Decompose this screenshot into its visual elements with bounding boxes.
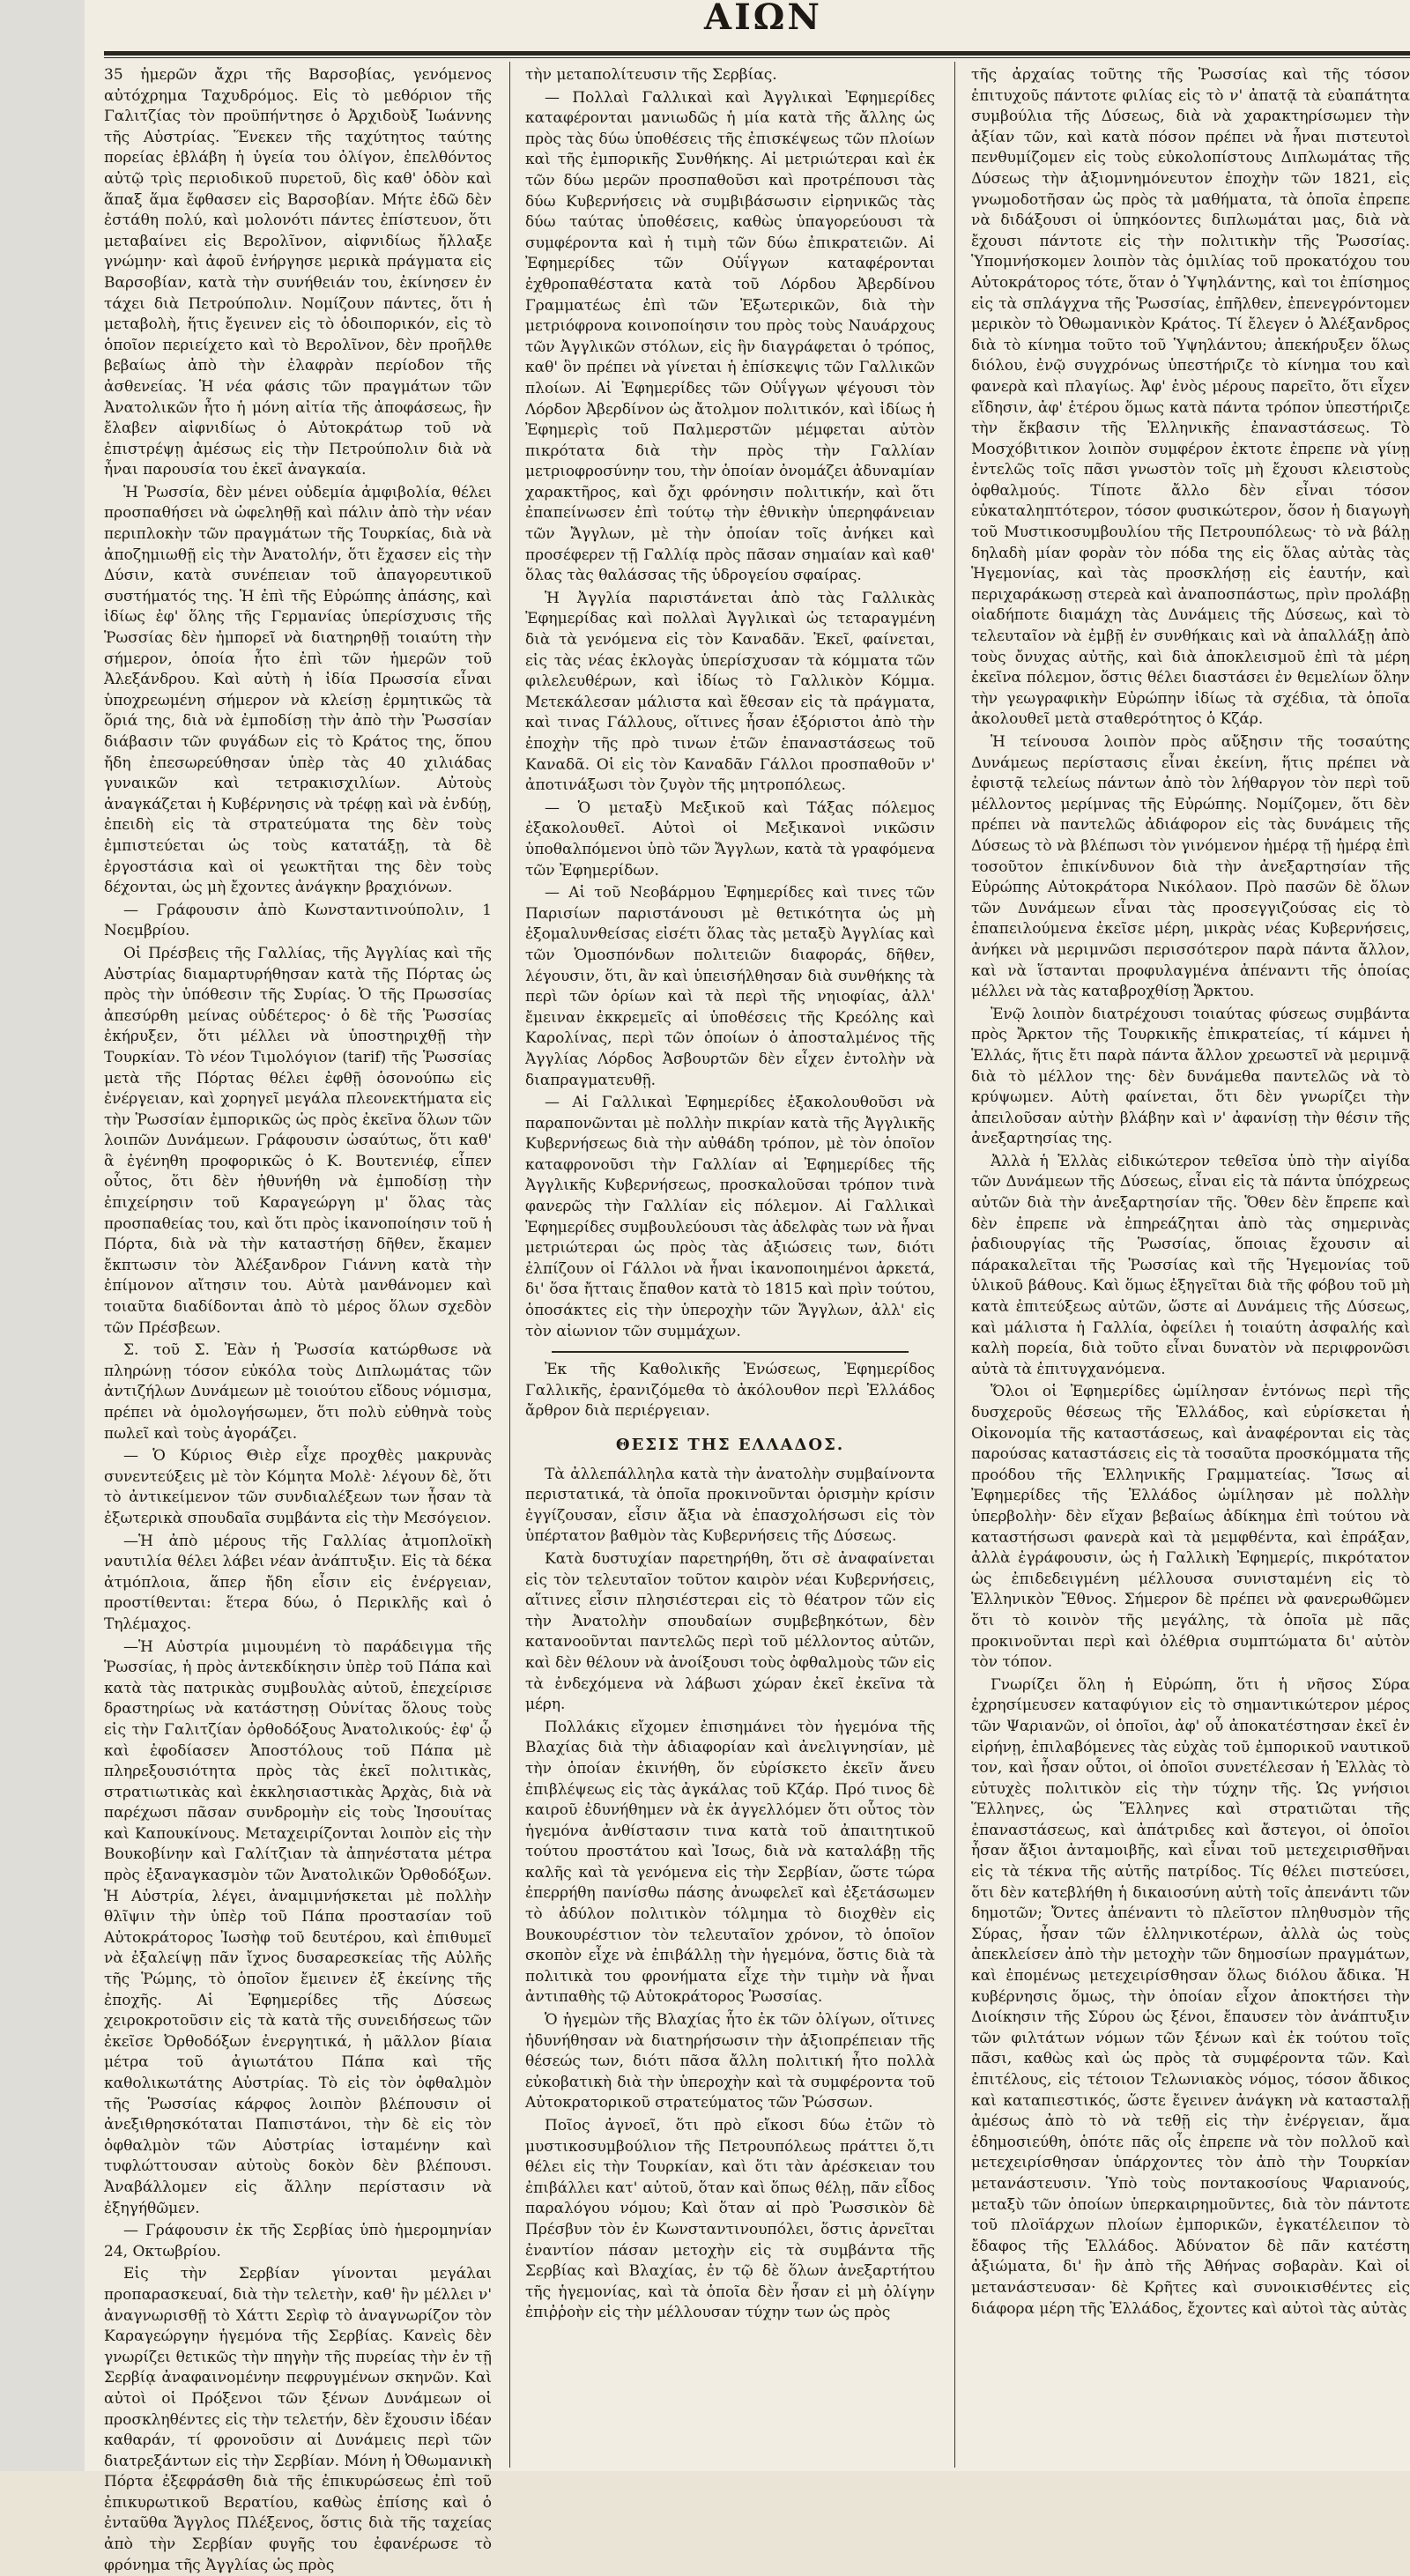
paragraph: Γνωρίζει ὅλη ἡ Εὐρώπη, ὅτι ἡ νῆσος Σύρα ἐχρησίμευσεν καταφύγιον εἰς τὸ σημαντικώτερον μέρος τῶν Ψαριανῶν, οἱ ὁποῖοι, ἀφ' οὗ ἀποκατέστησαν ἐκεῖ ἐν εἰρήνῃ, ἐπιλαβόμενες τὰς εὐχὰς τοῦ ἐμπορικοῦ ναυτικοῦ τον, καὶ ἦσαν οὗτοι, οἱ ὁποῖοι συνετέλεσαν ἡ Ἑλλὰς τὸ εὐτυχὲς πολιτικὸν εἰς τὴν τύχην τῆς. Ὡς γνήσιοι Ἕλληνες, ὡς Ἕλληνες καὶ στρατιῶται τῆς ἐπαναστάσεως, καὶ ἀπάτριδες καὶ ἄστεγοι, οἱ ὁποῖοι ἦσαν ἄξιοι ἀνταμοιβῆς, καὶ εἶναι τοῦ μετεχειρισθῆναι εἰς τὰ τέκνα τῆς αὐτῆς πατρίδος. Τίς θέλει πιστεύσει, ὅτι δὲν κατεβλήθη ἡ δικαιοσύνη αὐτὴ τοῖς ἀπενάντι τῶν δημοτῶν; Ὄντες ἀπέναντι τὸ πλεῖστον πληθυσμὸν τῆς Σύρας, ἦσαν τῶν ἑλληνικοτέρων, ἀλλὰ ὡς τοὺς ἀπεκλείσεν ἀπὸ τὴν μετοχὴν τῶν δημοσίων πραγμάτων, καὶ ἐπομένως μετεχειρίσθησαν ὅλως διόλου ἄδικα. Ἡ κυβέρνησις ὅμως, τὴν ὁποίαν εἶχον ἀποκτήσει τὴν Διοίκησιν τῆς Σύρου ὡς ξένοι, ἔπαυσεν τὸν ἀνάπτυξιν τῶν φιλτάτων νόμων τῶν ξένων καὶ ἐκ τούτου τοῖς πᾶσι, καθὼς καὶ ὡς πρὸς τὰ συμφέροντα τῶν. Καὶ ἐπιτέλους, εἰς τέτοιον Τελωνιακὸς νόμος, τόσον ἄδικος καὶ καταπιεστικός, ὥστε ἔγεινεν ἀνάγκη νὰ κατασταλῇ ἀμέσως ἀπὸ τὸ νὰ τεθῇ εἰς τὴν ἐνέργειαν, ἅμα ἐδημοσιεύθη, ὁπότε πᾶς οἷς ἐπρεπε νὰ τὸν πολλοῦ καὶ μετεχειρίσθησαν ὑπάρχοντες τὸν ἀπὸ τὴν Τουρκίαν μετανάστευσιν. Ὑπὸ τοὺς ποντακοσίους Ψαριανούς, μεταξὺ τῶν ὁποίων ὑπερκαιρημοῦντες, διὰ τὸν πάντοτε τοῦ πλοϊάρχων πλοίων ἐμπορικῶν, ἐγκατέλειπον τὸ ἔδαφος τῆς Ἑλλάδος. Ἀδύνατον δὲ πᾶν κατέστη ἀξιώματα, δι' ἣν ἀπὸ τῆς Ἀθήνας σοβαρὰν. Καὶ οἱ μετανάστευσαν· δὲ Κρῆτες καὶ συνοικισθέντες εἰς διάφορα μέρη τῆς Ἑλλάδος, ἔχοντες καὶ αὐτοὶ τὰς αὐτὰς bbox=[971, 1675, 1410, 2318]
paragraph: Ἡ Ῥωσσία, δὲν μένει οὐδεμία ἀμφιβολία, θέλει προσπαθήσει νὰ ὠφεληθῇ καὶ πάλιν ἀπὸ τὴν νέαν περιπλοκὴν τῶν πραγμάτων τῆς Τουρκίας, διὰ νὰ ἀποζημιωθῇ εἰς τὴν Ἀνατολήν, ὅτι ἔχασεν εἰς τὴν Δύσιν, κατὰ συνέπειαν τοῦ ἀπαγορευτικοῦ συστήματός της. Ἡ ἐπὶ τῆς Εὐρώπης ἀπάσης, καὶ ἰδίως ἐφ' ὅλης τῆς Γερμανίας ὑπερίσχυσις τῆς Ῥωσσίας δὲν ἠμπορεῖ νὰ διατηρηθῇ τοιαύτη τὴν σήμερον, ὁποία ἦτο ἐπὶ τῶν ἡμερῶν τοῦ Ἀλεξάνδρου. Καὶ αὐτὴ ἡ ἰδία Πρωσσία εἶναι ὑποχρεωμένη σήμερον νὰ κλείσῃ ἐρμητικῶς τὰ ὅριά της, διὰ νὰ ἐμποδίσῃ τὴν ἀπὸ τὴν Ῥωσσίαν διάβασιν τῶν φυγάδων εἰς τὸ Κράτος της, ὅπου ἤδη ἐπεσωρεύθησαν ὑπὲρ τὰς 40 χιλιάδας γυναικῶν καὶ τετρακισχιλίων. Αὐτοὺς ἀναγκάζεται ἡ Κυβέρνησις νὰ τρέφῃ καὶ νὰ ἐνδύῃ, ἐπειδὴ εἰς τὰ στρατεύματα της δὲν τοὺς ἐμπιστεύεται ὡς τοὺς κατατάξῃ, τὰ δὲ ἐργοστάσια καὶ οἱ γεωκτῆται της δὲν τοὺς δέχονται, ὡς μὴ ἔχοντες ἀνάγκην βραχιόνων. bbox=[104, 483, 492, 897]
column-middle bbox=[525, 65, 935, 2462]
column-left bbox=[104, 65, 492, 2574]
paragraph: Ἀλλὰ ἡ Ἑλλὰς εἰδικώτερον τεθεῖσα ὑπὸ τὴν αἰγίδα τῶν Δυνάμεων τῆς Δύσεως, εἶναι εἰς τὰ πάντα ὑπόχρεως αὐτῶν διὰ τὴν ἀνεξαρτησίαν τῆς. Ὅθεν δὲν ἔπρεπε καὶ δὲν ἐπρεπε νὰ ἐπηρεάζηται ἀπὸ τὰς σημερινὰς ῥαδιουργίας τῆς Ῥωσσίας, ὅποιας ἔχουσιν αἱ πάρακαλεῖται τῆς Ῥωσσίας καὶ τῆς Ἡγεμονίας τοῦ ὑλικοῦ βάθους. Καὶ ὅμως ἐξηγεῖται διὰ τῆς φόβου τοῦ μὴ κατὰ ἐπιτεύξεως αὐτῶν, ὥστε αἱ Δυνάμεις τῆς Δύσεως, καὶ μάλιστα ἡ Γαλλία, ὀφείλει ἡ τοιαύτη ἀσφαλής καὶ καλὴ πορεία, διὰ τοῦτο εἶναι δυνατὸν νὰ περιφρονῶσι αὐτὰ τὰ ἐπιτυγχανόμενα. bbox=[971, 1152, 1410, 1378]
paragraph: Ἐνῷ λοιπὸν διατρέχουσι τοιαύτας φύσεως συμβάντα πρὸς Ἄρκτον τῆς Τουρκικῆς ἐπικρατείας, τί κάμνει ἡ Ἑλλάς, ἥτις ἔτι παρὰ πάντα ἄλλον χρεωστεῖ νὰ μεριμνᾷ διὰ τὸ μέλλον της· δὲν δυνάμεθα παντελῶς νὰ τὸ κρύψωμεν. Αὐτὴ φαίνεται, ὅτι δὲν γνωρίζει τὴν ἀπειλοῦσαν αὐτὴν βλάβην καὶ ν' ἀφανίσῃ τὴν θέσιν τῆς ἀνεξαρτησίας της. bbox=[971, 1005, 1410, 1148]
page-margin bbox=[0, 0, 85, 2471]
masthead bbox=[85, 0, 1410, 39]
paragraph: τὴν μεταπολίτευσιν τῆς Σερβίας. bbox=[525, 66, 777, 84]
paragraph: — Ὁ Κύριος Θιὲρ εἶχε προχθὲς μακρυνὰς συνεντεύξεις μὲ τὸν Κόμητα Μολὲ· λέγουν δὲ, ὅτι τὸ ἀντικείμενον τῶν συνδιαλέξεων των ἦσαν τὰ ἐξωτερικὰ σπουδαῖα συμβάντα εἰς τὴν Μεσόγειον. bbox=[104, 1447, 492, 1527]
paragraph: Ποῖος ἀγνοεῖ, ὅτι πρὸ εἴκοσι δύω ἐτῶν τὸ μυστικοσυμβούλιον τῆς Πετρουπόλεως πράττει ὅ,τι θέλει εἰς τὴν Τουρκίαν, καὶ ὅτι τὰν ἀρέσκειαν του ἐπιβάλλει κατ' αὐτοῦ, ὅταν καὶ ὅπως θέλῃ, πᾶν εἶδος παραλόγου νόμου; Καὶ ὅταν αἱ πρὸ Ῥωσσικὸν δὲ Πρέσβυν τὸν ἐν Κωνσταντινουπόλει, ὅστις ἀρνεῖται ἐναντίον πάσαν μετοχὴν εἰς τὰ συμβάντα τῆς Σερβίας καὶ Βλαχίας, ἐν τῷ δὲ ὅλων ἀνεξαρτήτου τῆς ἡγεμονίας, καὶ τὰ ὁποῖα δὲν ἦσαν εἰ μὴ ὀλίγην ἐπιῤῥοὴν εἰς τὴν μέλλουσαν τύχην των ὡς πρὸς bbox=[525, 2117, 935, 2322]
paragraph: —Ἡ ἀπὸ μέρους τῆς Γαλλίας ἀτμοπλοϊκὴ ναυτιλία θέλει λάβει νέαν ἀνάπτυξιν. Εἰς τὰ δέκα ἀτμόπλοια, ἅπερ ἤδη εἶσιν εἰς ἐνέργειαν, προστίθενται: ἕτερα δύω, ὁ Περικλῆς καὶ ὁ Τηλέμαχος. bbox=[104, 1532, 492, 1633]
paragraph: Ὅλοι οἱ Ἐφημερίδες ὡμίλησαν ἐντόνως περὶ τῆς δυσχεροῦς θέσεως τῆς Ἑλλάδος, καὶ εὑρίσκεται ἡ Οἰκονομία τῆς καταστάσεως, καὶ ἀναφέρονται εἰς τὰς παρούσας καταστάσεις εἰς τὰ τοσαῦτα προσκόμματα τῆς προόδου τῆς Ἑλληνικῆς Γραμματείας. Ἴσως αἱ Ἐφημερίδες τῆς Ἑλλάδος ὡμίλησαν μὲ πολλὴν ὑπερβολὴν· δὲν εἴχαν βεβαίως ἀδίκημα ἐπὶ τούτου νὰ καταστήσωσι φανερὰ καὶ τὰ μεμφθέντα, καὶ ἐπράξαν, ἀλλὰ ἐγράφουσιν, ὡς ἡ Γαλλικὴ Ἐφημερίς, πικρότατον ὡς ἐπιδεδειγμένη μέλλουσα συνισταμένη εἰς τὸ Ἑλληνικὸν Ἔθνος. Σήμερον δὲ πρέπει νὰ φανερωθῶμεν ὅτι τὸ κοινὸν τῆς μεγάλης, τὰ ὁποῖα μὲ πᾶς προκινοῦνται περὶ καὶ ὀλέθρια συμπτώματα δι' αὐτὸν τὸν τόπον. bbox=[971, 1383, 1410, 1672]
paragraph: Εἰς τὴν Σερβίαν γίνονται μεγάλαι προπαρασκευαί, διὰ τὴν τελετὴν, καθ' ἣν μέλλει ν' ἀναγνωρισθῇ τὸ Χάττι Σερὶφ τὸ ἀναγνωρίζον τὸν Καραγεώργην ἡγεμόνα τῆς Σερβίας. Κανεὶς δὲν γνωρίζει θετικῶς τὴν πηγὴν τῆς πυρείας τὴν ἐν τῇ Σερβίᾳ ἀναφαινομένην πεφρυγμένων σκηνῶν. Καὶ αὐτοὶ οἱ Πρόξενοι τῶν ξένων Δυνάμεων οἱ προσκληθέντες εἰς τὴν τελετήν, δὲν ἔχουσιν ἰδέαν καθαράν, τί φρονοῦσιν αἱ Δυνάμεις περὶ τῶν διατρεξάντων εἰς τὴν Σερβίαν. Μόνη ἡ Ὀθωμανικὴ Πόρτα ἐξεφράσθη διὰ τῆς ἐπικυρώσεως ἐπὶ τοῦ ἐπικυρωτικοῦ Βερατίου, καθὼς ἐπίσης καὶ ὁ ἐνταῦθα Ἄγγλος Πλέξενος, ὅστις διὰ τῆς ταχείας ἀπὸ τὴν Σερβίαν φυγῆς του ἐφανέρωσε τὸ φρόνημα τῆς Ἀγγλίας ὡς πρὸς bbox=[104, 2265, 492, 2574]
paragraph: — Ὁ μεταξὺ Μεξικοῦ καὶ Τάξας πόλεμος ἐξακολουθεῖ. Αὐτοὶ οἱ Μεξικανοὶ νικῶσιν ὑποθαλπόμενοι ὑπὸ τῶν Ἄγγλων, κατὰ τὰ γραφόμενα τῶν Ἐφημερίδων. bbox=[525, 798, 935, 880]
dateline: — Γράφουσιν ἐκ τῆς Σερβίας ὑπὸ ἡμερομηνίαν 24, Οκτωβρίου. bbox=[104, 2222, 492, 2260]
paragraph: Οἱ Πρέσβεις τῆς Γαλλίας, τῆς Ἀγγλίας καὶ τῆς Αὐστρίας διαμαρτυρήθησαν κατὰ τῆς Πόρτας ὡς πρὸς τὴν ὑπόθεσιν τῆς Συρίας. Ὁ τῆς Πρωσσίας ἀπεσύρθη μείνας οὐδέτερος· ὁ δὲ τῆς Ῥωσσίας ἐκήρυξεν, ὅτι μέλλει νὰ ὑποστηριχθῇ τὴν Τουρκίαν. Τὸ νέον Τιμολόγιον (tarif) τῆς Ῥωσσίας μετὰ τῆς Πόρτας θέλει ἐφθῇ ὁσονούπω εἰς ἐνέργειαν, καὶ χορηγεῖ μεγάλα πλεονεκτήματα εἰς τὴν Ῥωσσίαν ἐμπορικῶς ὡς πρὸς ἐκεῖνα ὅλων τῶν λοιπῶν Δυνάμεων. Γράφουσιν ὡσαύτως, ὅτι καθ' ἃ ἐγένηθη προφορικῶς ὁ Κ. Βουτενιέφ, εἶπεν οὗτος, ὅτι δὲν ἠθυνήθη νὰ ἐμποδίσῃ τὴν ἐπιχείρησιν τοῦ Καραγεώργη μ' ὅλας τὰς προσπαθείας του, καὶ ὅτι πρὸς ἱκανοποίησιν τοῦ ἡ Πόρτα, διὰ νὰ τὴν καταστήσῃ δῆθεν, ἔκαμεν ἔκπτωσιν τὸν Ἀλέξανδρον Γιάννη κατὰ τὴν ἐπίμονον αἴτησιν του. Αὐτὰ μανθάνομεν καὶ τοιαῦτα διαδίδονται ἀπὸ τὸ μέρος ὅλων σχεδὸν τῶν Πρέσβεων. bbox=[104, 944, 492, 1337]
dateline: — Γράφουσιν ἀπὸ Κωνσταντινούπολιν, 1 Νοεμβρίου. bbox=[104, 901, 492, 940]
paragraph: 35 ἡμερῶν ἄχρι τῆς Βαρσοβίας, γενόμενος αὐτόχρημα Ταχυδρόμος. Εἰς τὸ μεθόριον τῆς Γαλιτζίας τὸν προϋπήντησε ὁ Ἀρχιδοὺξ Ἰωάννης τῆς Αὐστρίας. Ἕνεκεν τῆς ταχύτητος ταύτης πορείας ἐβλάβη ἡ ὑγεία του ὀλίγον, ἐπελθόντος αὐτῷ τρὶς περιοδικοῦ πυρετοῦ, δὶς καθ' ὁδὸν καὶ ἅπαξ ἅμα ἔφθασεν εἰς Βαρσοβίαν. Μήτε ἐδῶ δὲν ἐστάθη πολύ, καὶ μολονότι πάντες ἐπίστευον, ὅτι μεταβαίνει εἰς Βερολῖνον, αἰφνιδίως ἤλλαξε γνώμην· καὶ ἀφοῦ ἐνήργησε μερικὰ πράγματα εἰς Βαρσοβίαν, κατὰ τὴν συνήθειάν του, ἐκίνησεν ἐν τάχει διὰ Πετρούπολιν. Νομίζουν πάντες, ὅτι ἡ μεταβολὴ, ἥτις ἔγεινεν εἰς τὸ ὁδοιπορικόν, εἰς τὸ ὁποῖον περιείχετο καὶ τὸ Βερολῖνον, δὲν προῆλθε βεβαίως ἀπὸ τὴν ἐλαφρὰν περίοδον τῆς ἀσθενείας. Ἡ νέα φάσις τῶν πραγμάτων τῶν Ἀνατολικῶν ἦτο ἡ μόνη αἰτία τῆς ἀποφάσεως, ἣν ἔλαβεν αἰφνιδίως ὁ Αὐτοκράτωρ τοῦ νὰ ἐπιστρέψῃ ἀμέσως εἰς τὴν Πετρούπολιν διὰ νὰ ἦναι παρουσία του ἐκεῖ ἀναγκαία. bbox=[104, 66, 492, 479]
column-right bbox=[971, 65, 1410, 2462]
paragraph: Κατὰ δυστυχίαν παρετηρήθη, ὅτι σὲ ἀναφαίνεται εἰς τὸν τελευταῖον τοῦτον καιρὸν νέαι Κυβερνήσεις, αἵτινες εἶσιν πλησιέστεραι εἰς τὸ θέατρον τῶν εἰς τὴν Ἀνατολὴν σπουδαίων συμβεβηκότων, δὲν κατανοοῦνται παντελῶς περὶ τοῦ μέλλοντος αὐτῶν, καὶ δὲν θέλουν νὰ ἀνοίξουσι τοὺς ὀφθαλμοὺς τῶν εἰς τὰ ἐνδεχόμενα νὰ λάβωσι χώραν ἐκεῖ ἐκεῖνα τὰ μέρη. bbox=[525, 1549, 936, 1714]
paragraph: — Αἱ Γαλλικαὶ Ἐφημερίδες ἐξακολουθοῦσι νὰ παραπονῶνται μὲ πολλὴν πικρίαν κατὰ τῆς Ἀγγλικῆς Κυβερνήσεως διὰ τὴν αὐθάδη τρόπον, μὲ τὸν ὁποῖον καταφρονοῦσι τὴν Γαλλίαν αἱ Ἐφημερίδες τῆς Ἀγγλικῆς Κυβερνήσεως, προσκαλοῦσαι τρόπον τινὰ φανερῶς τὴν Γαλλίαν εἰς πόλεμον. Αἱ Γαλλικαὶ Ἐφημερίδες συμβουλεύουσι τὰς ἀδελφὰς των νὰ ἦναι μετριώτεραι ὡς πρὸς τὰς ἀξιώσεις των, διότι ἐλπίζουν οἱ Γάλλοι νὰ ἦναι ἱκανοποιημένοι ἀρκετά, δι' ὅσα ἤτταις ἔπαθον κατὰ τὸ 1815 καὶ πρὶν τούτου, ὁποσάκτες εἰς τὴν ὑπεροχὴν τῶν Ἄγγλων, ἀλλ' εἰς τὸν αἰωνιον τῶν συμμάχων. bbox=[525, 1094, 935, 1340]
paragraph: Πολλάκις εἴχομεν ἐπισημάνει τὸν ἡγεμόνα τῆς Βλαχίας διὰ τὴν ἀδιαφορίαν καὶ ἀνελιγνησίαν, μὲ τὴν ὁποίαν ἐκινήθη, ὅν εὑρίσκετο ἐκεῖν ἄνευ ἐπιβλέψεως εἰς τὰς ἀγκάλας τοῦ Κζάρ. Πρό τινος δὲ καιροῦ ἐδυνήθημεν νὰ ἐκ ἀγγελλόμεν ὅτι οὗτος τὸν ἡγεμόνα ἀνθίστασιν τινα κατὰ τοῦ ἀπαιτητικοῦ τούτου προστάτου καὶ Ἰσως, διὰ νὰ καταλάβῃ τῆς καλῆς καὶ τὰ γενόμενα εἰς τὴν Σερβίαν, ὥστε τώρα ἐπερρήθη πανίσθω πάσης ἀνωφελεῖ καὶ ἐξετάσωμεν τὸ ἀδύλον πολιτικὸν τόλμημα τὸ διοχθὲν εἰς Βουκουρέστιον τὸν τελευταῖον χρόνον, τὸ ὁποῖον σκοπὸν εἶχε νὰ ἐπιβάλλῃ τὴν ἡγεμόνα, ὅστις διὰ τὰ πολιτικὰ του φρονήματα εἶχε τὴν τιμὴν νὰ ἦναι ἀντιπαθὴς τῷ Αὐτοκράτορος Ῥωσσίας. bbox=[525, 1718, 935, 2007]
article-heading: ΘΕΣΙΣ ΤΗΣ ΕΛΛΑΔΟΣ. bbox=[615, 1436, 845, 1454]
paragraph: Ὁ ἡγεμὼν τῆς Βλαχίας ἦτο ἐκ τῶν ὀλίγων, οἵτινες ἠδυνήθησαν νὰ διατηρήσωσιν τὴν ἀξιοπρέπειαν τῆς θέσεώς των, διότι πᾶσα ἄλλη πολιτική ἦτο πολλὰ εὐκοβατικὴ διὰ τὴν ὑπεροχὴν καὶ τὰ συμφέροντα τοῦ Αὐτοκρατορικοῦ στρατεύματος τῶν Ῥώσσων. bbox=[525, 2011, 935, 2112]
newspaper-title: ΑΙΩΝ bbox=[704, 0, 822, 38]
header-rule bbox=[104, 51, 1410, 56]
paragraph: Ἡ τείνουσα λοιπὸν πρὸς αὔξησιν τῆς τοσαύτης Δυνάμεως περίστασις εἶναι ἐκείνη, ἥτις πρέπει νὰ ἐφιστᾷ τελείως πάντων ἀπὸ τὸν λήθαργον τὸν περὶ τοῦ μέλλοντος μερίμνας τῆς Εὐρώπης. Νομίζομεν, ὅτι δὲν πρέπει νὰ παντελῶς ἀδιάφορον εἰς τὰς δυνάμεις τῆς Δύσεως τὸ νὰ βλέπωσι τὸν γινόμενον ἡμέρᾳ τῇ ἡμέρᾳ ἐπὶ τοσοῦτον ἐπικίνδυνον διὰ τὴν ἀνεξαρτησίαν τῆς Εὐρώπης Αὐτοκράτορα Νικόλαον. Πρὸ πασῶν δὲ ὅλων τῶν Δυνάμεων εἶναι τὰς προσεγγιζούσας εἰς τὸ ἐπαπειλούμενα ἐκεῖσε μέρη, μικρὰς νέας Κυβερνήσεις, ἀνήκει νὰ μεριμνῶσι περισσότερον παρὰ πάντα ἄλλον, καὶ νὰ ἵστανται προφυλαγμένα ἀπέναντι τῆς ὁποίας μέλλει νὰ τὰς καταβροχθίσῃ Ἄρκτου. bbox=[971, 733, 1410, 1001]
header-rule-thin bbox=[104, 57, 1410, 58]
paragraph: —Ἡ Αὐστρία μιμουμένη τὸ παράδειγμα τῆς Ῥωσσίας, ἡ πρὸς ἀντεκδίκησιν ὑπὲρ τοῦ Πάπα καὶ κατὰ τὰς πατρικὰς συμβουλὰς αὐτοῦ, ἐπεχείρισε δραστηρίως νὰ κατάστησῃ Οὐνίτας ὅλους τοὺς εἰς τὴν Γαλιτζίαν ὀρθοδόξους Ἀνατολικούς· ἐφ' ᾧ καὶ ἐφοδίασεν Ἀποστόλους τοῦ Πάπα μὲ πληρεξουσιότητα πρὸς τὰς ἐκεῖ πολιτικὰς, στρατιωτικὰς καὶ ἐκκλησιαστικὰς Ἀρχὰς, διὰ νὰ παρέχωσι πᾶσαν συνδρομὴν εἰς τοὺς Ἰησουίτας καὶ Καπουκίνους. Μεταχειρίζονται λοιπὸν εἰς τὴν Βουκοβίνην καὶ Γαλίτζιαν τὰ ἀπηνέστατα μέτρα πρὸς ἐξαναγκασμὸν τῶν Ἀνατολικῶν Ὀρθοδόξων. Ἡ Αὐστρία, λέγει, ἀναμιμνήσκεται μὲ πολλὴν θλῖψιν τὴν ὑπὲρ τοῦ Πάπα προστασίαν τοῦ Αὐτοκράτορος Ἰωσὴφ τοῦ δευτέρου, καὶ ἐπιθυμεῖ νὰ ἐξαλείψῃ πᾶν ἴχνος δυσαρεσκείας τῆς Αὐλῆς τῆς Ῥώμης, τὸ ὁποῖον ἔμεινεν ἐξ ἐκείνης τῆς ἐποχῆς. Αἱ Ἐφημερίδες τῆς Δύσεως χειροκροτοῦσιν εἰς τὰ κατὰ τῆς συνειδήσεως τῶν ἐκεῖσε Ὀρθοδόξων ἐνεργητικά, ἡ μᾶλλον βίαια μέτρα τοῦ ἀγιωτάτου Πάπα καὶ τῆς καθολικωτάτης Αὐστρίας. Τὸ εἰς τὸν ὀφθαλμὸν τῆς Ῥωσσίας κάρφος λοιπὸν βλέπουσιν οἱ ἀνεξιθρησκόταται Παπιστάνοι, τὴν δὲ εἰς τὸν ὀφθαλμὸν τῶν Αὐστρίας ἰσταμένην καὶ τυφλώττουσαν αὐτοὺς δοκὸν δὲν βλέπουσι. Ἀναβάλλομεν εἰς ἄλλην περίστασιν νὰ ἐξηγήθῶμεν. bbox=[104, 1637, 492, 2217]
paragraph: Τὰ ἀλλεπάλληλα κατὰ τὴν ἀνατολὴν συμβαίνοντα περιστατικά, τὰ ὁποῖα προκινοῦνται ὁρισμὴν κρίσιν ἐγγίζουσαν, εἶσιν ἄξια νὰ ἐπασχολήσωσι εἰς τὸν ὑπέρτατον βαθμὸν τὰς Κυβερνήσεις τῆς Δύσεως. bbox=[525, 1465, 935, 1546]
paragraph: τῆς ἀρχαίας τοῦτης τῆς Ῥωσσίας καὶ τῆς τόσον ἐπιτυχοῦς πάντοτε φιλίας εἰς τὸ ν' ἀπατᾷ τὰ εὐαπάτητα συμβούλια τῆς Δύσεως, διὰ νὰ χαρακτηρίσωμεν τὴν ἀξίαν τῶν, καὶ κατὰ πόσον πρέπει νὰ ἦναι πιστευτοὶ πενθυμίζομεν εἰς τοὺς εὐκολοπίστους Διπλωμάτας τῆς Δύσεως τὴν ἀξιομνημόνευτον ἐποχὴν τῶν 1821, εἰς γνωμοδοτῆσαν ὡς πρὸς τὰ μαθήματα, τὰ ὁποῖα ἐπρεπε νὰ διδάξουσι οἱ ὑπηκόοντες διπλωμάται μας, διὰ νὰ ἔχουσι πάντοτε εἰς τὴν πολιτικὴν τῆς Ῥωσσίας. Ὑπομνήσκομεν λοιπὸν τὰς ὁμιλίας τοῦ προκατόχου του Αὐτοκράτορος τότε, ὅταν ὁ Ὑψηλάντης, καὶ τοι ἐπίσημος εἰς τὰ σπλάγχνα τῆς Ῥωσσίας, ἐπῆλθεν, ἐπενεγρόντομεν μερικὸν τὸ Ὀθωμανικὸν Κράτος. Τί ἔλεγεν ὁ Ἀλέξανδρος διὰ τὸ κίνημα τοῦτο τοῦ Ὑψηλάντου; ἀπεκήρυξεν ὅλως διόλου, ἐνῷ συγχρόνως ὑπεστήριζε τὸ κίνημα του καὶ φανερὰ καὶ πλαγίως. Ἀφ' ἑνὸς μέρους παρεῖτο, ὅτι εἶχεν εἴδησιν, ἀφ' ἑτέρου ὅμως κατὰ πάντα τρόπον ὑπεστήριζε τὴν ἔκβασιν τῆς Ἑλληνικῆς ἐπαναστάσεως. Τὸ Μοσχόβιτικον λοιπὸν συμφέρον ἐκτοτε ἐπρεπε νὰ γίνῃ ἐντελῶς τοῖς πᾶσι γνωστὸν τοῖς μὴ ἔχουσι κλειστοὺς ὀφθαλμούς. Τίποτε ἄλλο δὲν εἶναι τόσον εὐκαταληπτότερον, τόσον φυσικώτερον, ὅσον ἡ διαγωγὴ τοῦ Μυστικοσυμβουλίου τῆς Πετρουπόλεως· τὸ νὰ βάλῃ δηλαδὴ μίαν φορὰν τὸν πόδα της εἰς ὅλας αὐτὰς τὰς Ἡγεμονίας, καὶ τὰς προσκλήσῃ εἰς ἑαυτήν, καὶ περιχαράκωσῃ στερεὰ καὶ ἀναποσπάστως, πρὶν προλάβῃ οἰαδήποτε διαμάχη τὰς Δυνάμεις τῆς Δύσεως, καὶ τὸ τελευταῖον νὰ ἐμβῇ ἐν συνθήκαις καὶ νὰ ἀπαλλάξῃ ἀπὸ τοὺς ὄνυχας αὐτῆς, καὶ διὰ ἀποκλεισμοῦ ἐπὶ τὰ μέρη ἐκεῖνα πόλεμον, ὅστις θέλει διαστάσει ἐν θεμελίων ὅλην τὴν γεωγραφικὴν Εὐρώπην ἰδίως τὰ σχέδια, τὰ ὁποῖα ἀκολουθεῖ μετὰ σταθερότητος ὁ Κζάρ. bbox=[971, 66, 1410, 729]
paragraph: Ἡ Ἀγγλία παριστάνεται ἀπὸ τὰς Γαλλικὰς Ἐφημερίδας καὶ πολλαὶ Ἀγγλικαὶ ὡς τεταραγμένη διὰ τὰ γενόμενα εἰς τὸν Καναδᾶν. Ἐκεῖ, φαίνεται, εἰς τὰς νέας ἐκλογὰς ὑπερίσχυσαν τὰ κόμματα τῶν φιλελευθέρων, καὶ ἰδίως τὸ Γαλλικὸν Κόμμα. Μετεκάλεσαν μάλιστα καὶ ἔθεσαν εἰς τὰ πράγματα, καὶ τινας Γάλλους, οἵτινες ἦσαν ἐξόριστοι ἀπὸ τὴν ἐποχὴν τῆς πρὸ τινων ἐτῶν ἐπαναστάσεως τοῦ Καναδᾶ. Οἱ εἰς τὸν Καναδᾶν Γάλλοι προσπαθοῦν ν' ἀποτινάξωσι τὸν ζυγὸν τῆς μητροπόλεως. bbox=[525, 589, 935, 795]
section-divider bbox=[552, 1351, 909, 1353]
paragraph: — Πολλαὶ Γαλλικαὶ καὶ Ἀγγλικαὶ Ἐφημερίδες καταφέρονται μανιωδῶς ἡ μία κατὰ τῆς ἄλλης ὡς πρὸς τὰς δύω ὑποθέσεις τῆς ἐπισκέψεως τῶν πλοίων καὶ τῆς ἐμπορικῆς Συνθήκης. Αἱ μετριώτεραι καὶ ἐκ τῶν δύω μερῶν προσπαθοῦσι καὶ προτρέπουσι τὰς δύω Κυβερνήσεις νὰ συμβιβάσωσιν εἰρηνικῶς τὰς δύω ταύτας ὑποθέσεις, καθὼς ὑπαγορεύουσι τὰ συμφέροντα καὶ ἡ τιμὴ τῶν δύω ἐπικρατειῶν. Αἱ Ἐφημερίδες τῶν Οὐΐγγων καταφέρονται ἐχθροπαθέστατα κατὰ τοῦ Λόρδου Ἀβερδίνου Γραμματέως ἐπὶ τῶν Ἐξωτερικῶν, διὰ τὴν μετριόφρονα κοινοποίησιν του πρὸς τοὺς Ναυάρχους τῶν Ἀγγλικῶν στόλων, εἰς ἣν διαγράφεται ὁ τρόπος, καθ' ὃν πρέπει νὰ γίνεται ἡ ἐπίσκεψις τῶν Γαλλικῶν πλοίων. Αἱ Ἐφημερίδες τῶν Οὐΐγγων ψέγουσι τὸν Λόρδον Ἀβερδίνον ὡς ἄτολμον πολιτικόν, καὶ ἰδίως ἡ Ἐφημερὶς τοῦ Παλμερστῶν μέμφεται αὐτὸν πικρότατα διὰ τὴν πρὸς τὴν Γαλλίαν μετριοφροσύνην του, τὴν ὁποίαν ὀνομάζει ἀδυναμίαν χαρακτῆρος, καὶ ὄχι φρόνησιν πολιτικήν, καὶ ὅτι ἐπαπείνωσεν ἐπὶ τούτῳ τὴν ἐθνικὴν ὑπερηφάνειαν τῶν Ἄγγλων, μὲ τὴν ὁποίαν τοῖς ἀνήκει καὶ προσέφερεν τῇ Γαλλίᾳ πρὸς πᾶσαν σημαίαν καὶ καθ' ὅλας τὰς θαλάσσας τῆς ὑδρογείου σφαίρας. bbox=[525, 88, 935, 585]
column-divider bbox=[954, 62, 955, 2468]
column-divider bbox=[509, 62, 510, 2468]
paragraph: Σ. τοῦ Σ. Ἐὰν ἡ Ῥωσσία κατώρθωσε νὰ πληρώνῃ τόσον εὐκόλα τοὺς Διπλωμάτας τῶν ἀντιζήλων Δυνάμεων μὲ τοιούτου εἴδους νόμισμα, πρέπει νὰ ὁμολογήσωμεν, ὅτι πολὺ εὐθηνὰ τοὺς πωλεῖ καὶ τοὺς ἀγοράζει. bbox=[104, 1341, 492, 1443]
paragraph: — Αἱ τοῦ Νεοβάρμου Ἐφημερίδες καὶ τινες τῶν Παρισίων παριστάνουσι μὲ θετικότητα ὡς μὴ ἐξομαλυνθείσας εἰσέτι ὅλας τὰς μεταξὺ Ἀγγλίας καὶ τῶν Ὁμοσπόνδων πολιτειῶν διαφοράς, δῆθεν, λέγουσιν, ὅτι, ἂν καὶ ὑπεισήλθησαν διὰ συνθήκης τὰ περὶ τῶν ὁρίων καὶ τὰ περὶ τῆς νηιοφίας, ἀλλ' ἔμειναν ἐκκρεμεῖς αἱ ὑποθέσεις τῆς Κρεόλης καὶ Καρολίνας, περὶ τῶν ὁποίων ὁ ἀποσταλμένος τῆς Ἀγγλίας Λόρδος Ἀσβουρτῶν δὲν εἶχεν ἐντολὴν νὰ διαπραγματευθῇ. bbox=[525, 884, 935, 1089]
paragraph: Ἐκ τῆς Καθολικῆς Ἑνώσεως, Ἐφημερίδος Γαλλικῆς, ἐρανιζόμεθα τὸ ἀκόλουθον περὶ Ἑλλάδος ἄρθρον διὰ περιέργειαν. bbox=[525, 1361, 935, 1421]
